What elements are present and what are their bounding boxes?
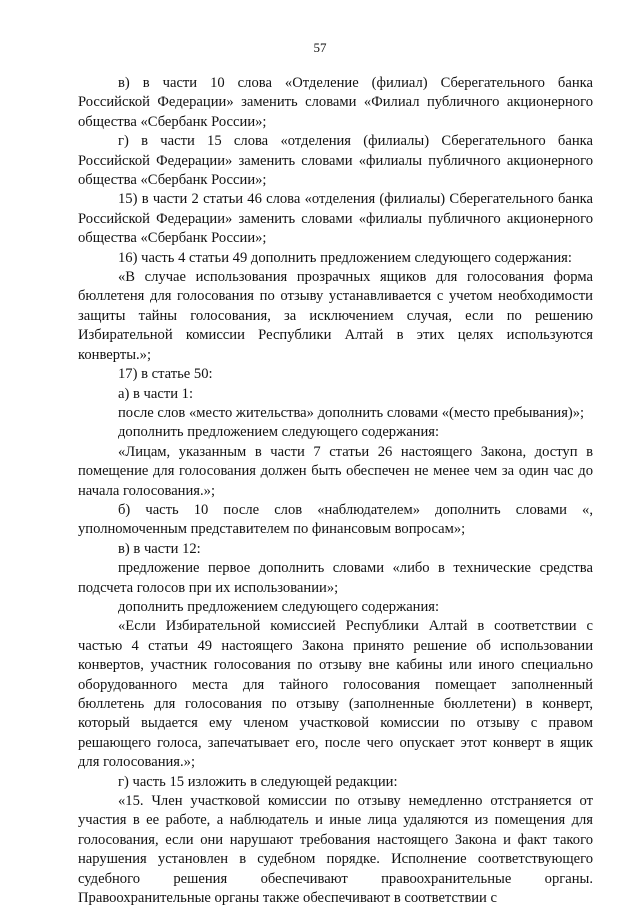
paragraph: после слов «место жительства» дополнить словами «(место пребывания)»;	[118, 404, 585, 421]
paragraph: «Если Избирательной комиссией Республики Алтай в соответствии с частью 4 статьи 49 настоящего Закона принято решение об использовании конвертов, участник голосования по отзыву вне кабины или иного специально оборудованного места для тайного голосования помещает заполненный бюллетень для голосования по отзыву (заполненные бюллетени) в конверт, который выдается ему членом участковой комиссии по отзыву с правом решающего голоса, запечатывает его, после чего опускает этот конверт в ящик для голосования.»;	[78, 618, 593, 771]
paragraph: «Лицам, указанным в части 7 статьи 26 настоящего Закона, доступ в помещение для голосования должен быть обеспечен не менее чем за один час до начала голосования.»;	[78, 443, 593, 499]
paragraph: в) в части 10 слова «Отделение (филиал) Сберегательного банка Российской Федерации» заменить словами «Филиал публичного акционерного общества «Сбербанк России»;	[78, 75, 593, 130]
paragraph: б) часть 10 после слов «наблюдателем» дополнить словами «, уполномоченным представителем по финансовым вопросам»;	[78, 501, 593, 538]
paragraph: дополнить предложением следующего содержания:	[118, 424, 440, 441]
paragraph: а) в части 1:	[118, 385, 194, 402]
paragraph: дополнить предложением следующего содержания:	[118, 598, 440, 615]
document-body	[78, 74, 593, 908]
paragraph: 16) часть 4 статьи 49 дополнить предложением следующего содержания:	[118, 249, 572, 266]
paragraph: г) в части 15 слова «отделения (филиалы) Сберегательного банка Российской Федерации» заменить словами «филиалы публичного акционерного общества «Сбербанк России»;	[78, 133, 593, 189]
page-number: 57	[313, 40, 327, 55]
paragraph: в) в части 12:	[118, 540, 201, 557]
paragraph: «15. Член участковой комиссии по отзыву немедленно отстраняется от участия в ее работе, а наблюдатель и иные лица удаляются из помещения для голосования, если они нарушают требования настоящего Закона и факт такого нарушения установлен в судебном порядке. Исполнение соответствующего судебного решения обеспечивают правоохранительные органы. Правоохранительные органы также обеспечивают в соответствии с	[78, 793, 593, 907]
paragraph: г) часть 15 изложить в следующей редакции:	[118, 773, 398, 790]
paragraph: 17) в статье 50:	[118, 366, 213, 383]
paragraph: предложение первое дополнить словами «либо в технические средства подсчета голосов при их использовании»;	[78, 560, 593, 596]
paragraph: «В случае использования прозрачных ящиков для голосования форма бюллетеня для голосования по отзыву устанавливается с учетом необходимости защиты тайны голосования, за исключением случая, если по решению Избирательной комиссии Республики Алтай в этих целях используются конверты.»;	[78, 269, 593, 363]
paragraph: 15) в части 2 статьи 46 слова «отделения (филиалы) Сберегательного банка Российской Федерации» заменить словами «филиалы публичного акционерного общества «Сбербанк России»;	[78, 191, 593, 247]
